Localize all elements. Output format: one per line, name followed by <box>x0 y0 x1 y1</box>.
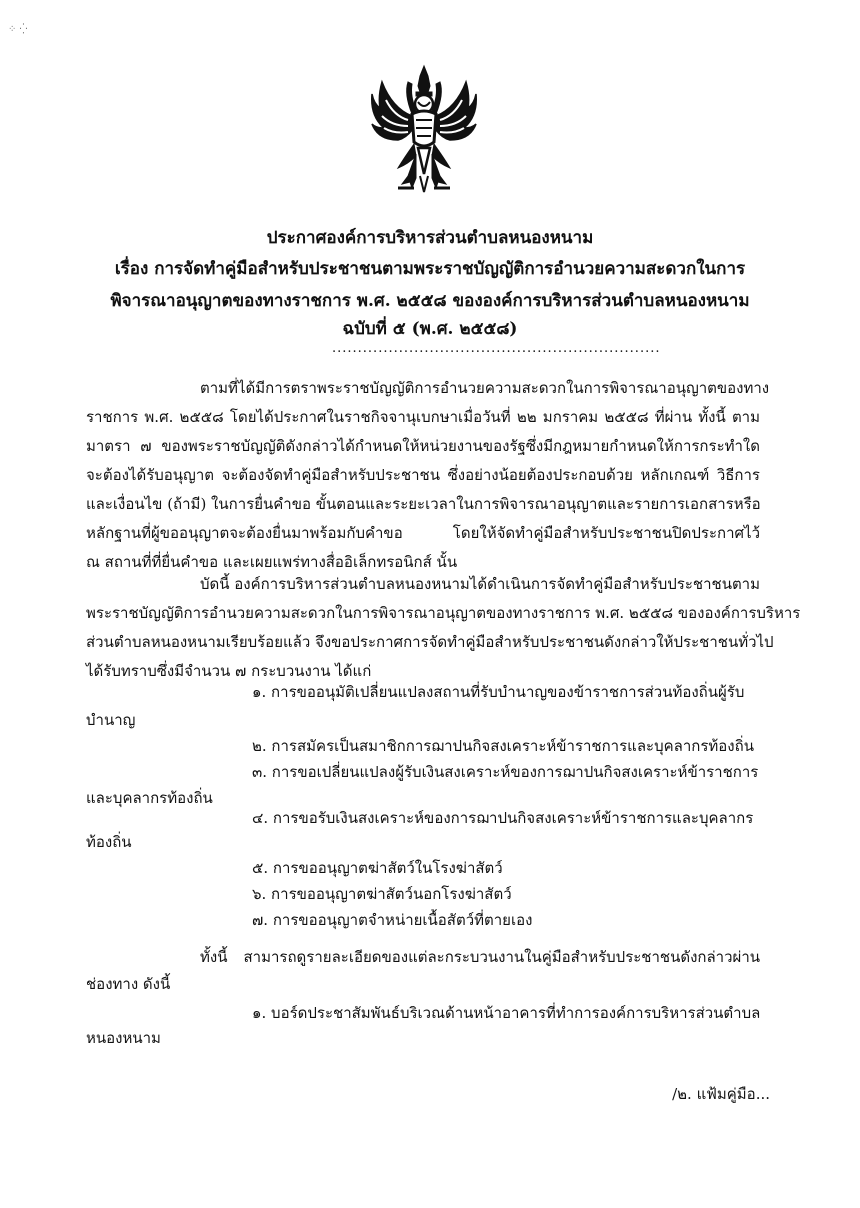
list-item: ๑. การขออนุมัติเปลี่ยนแปลงสถานที่รับบำนาญของข้าราชการส่วนท้องถิ่นผู้รับ <box>252 683 745 701</box>
paragraph-2-line: พระราชบัญญัติการอำนวยความสะดวกในการพิจารณาอนุญาตของทางราชการ พ.ศ. ๒๕๕๘ ขององค์การบริหาร <box>86 604 801 622</box>
list-item: ๔. การขอรับเงินสงเคราะห์ของการฌาปนกิจสงเคราะห์ข้าราชการและบุคลากร <box>252 809 754 827</box>
paragraph-1-line: จะต้องได้รับอนุญาต จะต้องจัดทำคู่มือสำหรับประชาชน ซึ่งอย่างน้อยต้องประกอบด้วย หลักเกณฑ์ วิธีการ <box>86 466 760 484</box>
header-divider: ................................................................ <box>332 341 661 356</box>
paragraph-1-line: และเงื่อนไข (ถ้ามี) ในการยื่นคำขอ ขั้นตอนและระยะเวลาในการพิจารณาอนุญาตและรายการเอกสารหรือ <box>86 495 761 513</box>
paragraph-3-line: ช่องทาง ดังนี้ <box>86 975 171 993</box>
list-item: ๖. การขออนุญาตฆ่าสัตว์นอกโรงฆ่าสัตว์ <box>252 885 512 903</box>
announcement-title: ประกาศองค์การบริหารส่วนตำบลหนองหนาม <box>266 228 594 248</box>
paragraph-2-line: ได้รับทราบซึ่งมีจำนวน ๗ กระบวนงาน ได้แก่ <box>86 662 372 680</box>
subject-line-2: พิจารณาอนุญาตของทางราชการ พ.ศ. ๒๕๕๘ ขององค์การบริหารส่วนตำบลหนองหนาม <box>110 291 750 311</box>
paragraph-1-line: หลักฐานที่ผู้ขออนุญาตจะต้องยื่นมาพร้อมกับคำขอ โดยให้จัดทำคู่มือสำหรับประชาชนปิดประกาศไว้ <box>86 524 760 542</box>
paragraph-3-line: ทั้งนี้ สามารถดูรายละเอียดของแต่ละกระบวนงานในคู่มือสำหรับประชาชนดังกล่าวผ่าน <box>200 948 760 966</box>
list-item-continuation: ท้องถิ่น <box>86 833 132 851</box>
list-item-continuation: และบุคลากรท้องถิ่น <box>86 789 213 807</box>
paragraph-1-line: ราชการ พ.ศ. ๒๕๕๘ โดยได้ประกาศในราชกิจจานุเบกษาเมื่อวันที่ ๒๒ มกราคม ๒๕๕๘ ที่ผ่าน ทั้งนี้ ตาม <box>86 408 760 426</box>
paragraph-1-line: ตามที่ได้มีการตราพระราชบัญญัติการอำนวยความสะดวกในการพิจารณาอนุญาตของทาง <box>200 379 770 397</box>
list-item: ๕. การขออนุญาตฆ่าสัตว์ในโรงฆ่าสัตว์ <box>252 859 503 877</box>
list-item: ๗. การขออนุญาตจำหน่ายเนื้อสัตว์ที่ตายเอง <box>252 911 533 929</box>
list-item: ๒. การสมัครเป็นสมาชิกการฌาปนกิจสงเคราะห์ข้าราชการและบุคลากรท้องถิ่น <box>252 737 754 755</box>
list-item: ๓. การขอเปลี่ยนแปลงผู้รับเงินสงเคราะห์ของการฌาปนกิจสงเคราะห์ข้าราชการ <box>252 763 759 781</box>
channel-item: ๑. บอร์ดประชาสัมพันธ์บริเวณด้านหน้าอาคารที่ทำการองค์การบริหารส่วนตำบล <box>252 1004 761 1022</box>
paragraph-1-line: มาตรา ๗ ของพระราชบัญญัติดังกล่าวได้กำหนดให้หน่วยงานของรัฐซึ่งมีกฎหมายกำหนดให้การกระทำใด <box>86 437 760 455</box>
garuda-emblem-icon <box>368 64 480 196</box>
continued-page-footer: /๒. แฟ้มคู่มือ... <box>672 1085 770 1103</box>
subject-line-1: เรื่อง การจัดทำคู่มือสำหรับประชาชนตามพระราชบัญญัติการอำนวยความสะดวกในการ <box>114 259 746 279</box>
list-item-continuation: บำนาญ <box>86 711 136 729</box>
issue-number: ฉบับที่ ๕ (พ.ศ. ๒๕๕๘) <box>342 319 518 339</box>
corner-mark: ⁘ ⁛ <box>8 24 28 35</box>
paragraph-1-line: ณ สถานที่ที่ยื่นคำขอ และเผยแพร่ทางสื่ออิเล็กทรอนิกส์ นั้น <box>86 553 458 571</box>
paragraph-2-line: ส่วนตำบลหนองหนามเรียบร้อยแล้ว จึงขอประกาศการจัดทำคู่มือสำหรับประชาชนดังกล่าวให้ประชาชนทั่วไป <box>86 633 774 651</box>
channel-item-continuation: หนองหนาม <box>86 1029 161 1047</box>
paragraph-2-line: บัดนี้ องค์การบริหารส่วนตำบลหนองหนามได้ดำเนินการจัดทำคู่มือสำหรับประชาชนตาม <box>200 575 760 593</box>
